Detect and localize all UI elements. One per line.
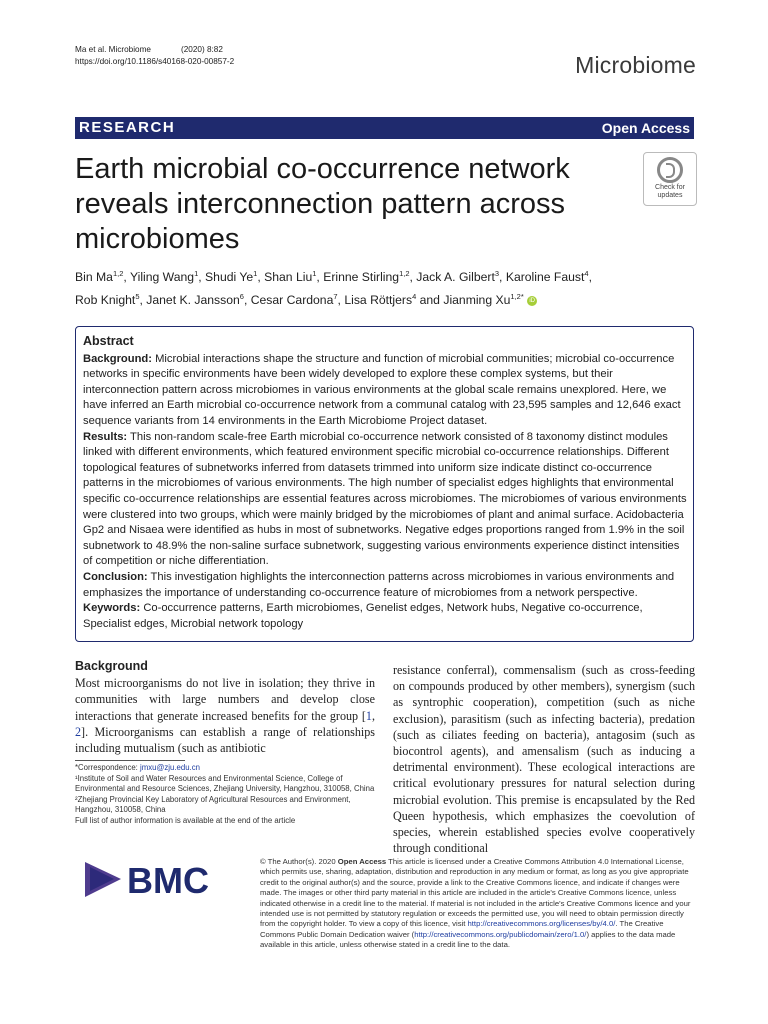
email-link[interactable]: jmxu@zju.edu.cn: [140, 763, 200, 772]
author-list: Bin Ma$^{1,2}$, Yiling Wang$^1$, Shudi Ye$^1$, Shan Liu$^1$, Erinne Stirling$^{1,2}$, Jack A. Gilbert$^3$, Karoline Faust$^4$, Rob Knight$^5$, Janet K. Jansson$^6$, Cesar Cardona$^7$, Lisa Röttjers$^4$ and Jianming $Xu^{1,2*}$ iD: [75, 269, 592, 308]
citation-link[interactable]: 2: [75, 724, 82, 739]
author[interactable]: Jianming $Xu^{1,2*}$: [443, 292, 524, 308]
citation-line: [75, 44, 253, 56]
license-text: © The Author(s). 2020 Open Access This article is licensed under a Creative Commons Attribution 4.0 International License, which permits use, sharing, adaptation, distribution and reproduction in any medium or format, as long as you give appropriate credit to the original author(s) and the source, provide a link to the Creative Commons licence, and indicate if changes were made. The images or other third party material in this article are included in the article's Creative Commons licence, unless indicated otherwise in a credit line to the material. If material is not included in the article's Creative Commons licence and your intended use is not permitted by statutory regulation or exceeds the permitted use, you will need to obtain permission directly from the copyright holder. To view a copy of this licence, visit http://creativecommons.org/licenses/by/4.0/. The Creative Commons Public Domain Dedication waiver (http://creativecommons.org/publicdomain/zero/1.0/) applies to the data made available in this article, unless otherwise stated in a credit line to the data.: [260, 857, 691, 950]
citation-link[interactable]: 1: [365, 708, 372, 723]
article-type: RESEARCH: [79, 119, 176, 136]
affiliation-1: ¹Institute of Soil and Water Resources and Environmental Science, College of Environmental and Resource Sciences, Zhejiang University, Hangzhou, 310058, China: [75, 773, 375, 794]
abstract-results: Results: This non-random scale-free Earth microbial co-occurrence network consisted of 8 taxonomy distinct modules linked with different environments, which featured environment specific microbial co-occurrence relationships. Different topological features of subnetworks inferred from datasets trimmed into uniform size indicate distinct co-occurrence patterns in the microbiomes of various environments. The high number of specialist edges highlights that environmental specific co-occurrence relationships are essential features across microbiomes. The microbiomes of various environments were clustered into two groups, which were mainly bridged by the microbiomes of plant and animal surface. Acidobacteria Gp2 and Nisaea were identified as hubs in most of subnetworks. Negative edges proportions ranged from 1.9% in the soil subnetwork to 48.9% the non-saline surface subnetwork, suggesting various environments experience distinct intensities of competition or niche differentiation.: [83, 430, 687, 568]
citation-block: [75, 44, 253, 68]
bmc-logo: [85, 857, 220, 902]
open-access-label: Open Access: [601, 120, 690, 136]
author[interactable]: Yiling Wang$^1$: [129, 269, 199, 285]
section-heading: Background: [75, 659, 148, 673]
check-for-updates-button[interactable]: [643, 152, 697, 206]
footnotes: [75, 763, 375, 827]
abstract-background: Background: Microbial interactions shape the structure and function of microbial communities; microbial co-occurrence networks in specific environments have been widely developed to explore these complex systems, but their interconnection pattern across microbiomes in various environments at the global scale remains unexplored. Here, we have inferred an Earth microbial co-occurrence network from a communal catalog with 23,595 samples and 12,646 exact sequence variants from 14 environments in the Earth Microbiome Project dataset.: [83, 352, 681, 427]
author-info-note: Full list of author information is available at the end of the article: [75, 815, 296, 825]
footnote-divider: [75, 760, 185, 761]
author[interactable]: Cesar Cardona$^7$: [250, 292, 338, 308]
author[interactable]: Rob Knight$^5$: [75, 292, 140, 308]
citation-issue: (2020) 8:82: [181, 45, 223, 54]
abstract-heading: Abstract: [83, 334, 134, 348]
author[interactable]: Shudi Ye$^1$: [205, 269, 258, 285]
body-left-column: [75, 658, 375, 756]
journal-brand: Microbiome: [575, 52, 696, 78]
section-band: [75, 117, 694, 139]
author[interactable]: Shan Liu$^1$: [264, 269, 317, 285]
abstract-box: [75, 326, 694, 642]
badge-line-2: updates: [657, 192, 683, 199]
cc0-link[interactable]: http://creativecommons.org/publicdomain/zero/1.0/: [414, 929, 587, 939]
author[interactable]: Karoline Faust$^4$: [505, 269, 589, 285]
orcid-icon[interactable]: iD: [527, 296, 537, 306]
license-link[interactable]: http://creativecommons.org/licenses/by/4.0/: [467, 919, 616, 929]
doi-link[interactable]: https://doi.org/10.1186/s40168-020-00857-2: [75, 57, 235, 66]
author[interactable]: Lisa Röttjers$^4$: [344, 292, 417, 308]
citation-journal: Ma et al. Microbiome: [75, 45, 151, 54]
author[interactable]: Jack A. Gilbert$^3$: [416, 269, 500, 285]
badge-line-1: Check for: [655, 184, 685, 191]
article-title: Earth microbial co-occurrence network reveals interconnection pattern across microbiomes: [75, 153, 570, 255]
abstract-conclusion: Conclusion: This investigation highlights the interconnection patterns across microbiomes in various environments and emphasizes the importance of understanding co-occurrence feature of microbiomes from a network perspective.: [83, 570, 675, 599]
check-updates-icon: [657, 157, 683, 183]
affiliation-2: ²Zhejiang Provincial Key Laboratory of Agricultural Resources and Environment, Hangzhou, 310058, China: [75, 794, 351, 815]
author[interactable]: Erinne Stirling$^{1,2}$: [323, 269, 410, 285]
correspondence: *Correspondence: jmxu@zju.edu.cn: [75, 763, 200, 772]
author[interactable]: Janet K. Jansson$^6$: [146, 292, 244, 308]
abstract-keywords: Keywords: Co-occurrence patterns, Earth microbiomes, Genelist edges, Network hubs, Negative co-occurrence, Specialist edges, Microbial network topology: [83, 602, 643, 630]
body-paragraph: Most microorganisms do not live in isolation; they thrive in communities with large numbers and develop close interactions that generate increased benefits for the group [1, 2]. Microorganisms can establish a range of relationships including mutualism (such as antibiotic: [75, 676, 375, 756]
logo-text: BMC: [127, 860, 209, 901]
body-right-column: [393, 662, 695, 856]
body-paragraph: resistance conferral), commensalism (such as cross-feeding on compounds produced by other members), synergism (such as syntrophic cooperation), competition (such as niche exclusion), parasitism (such as infecting bacteria), predation (such as ciliates feeding on bacteria), antagosim (such as biocontrol agents), and amensalism (such as inducing a detrimental environment). These ecological interactions are critical evolutionary pressures for natural selection during microbial evolution. This premise is encapsulated by the Red Queen hypothesis, which emphasizes the coevolution of species, wherein established species evolve cooperatively through conditional: [393, 663, 695, 856]
author[interactable]: Bin Ma$^{1,2}$: [75, 269, 124, 285]
